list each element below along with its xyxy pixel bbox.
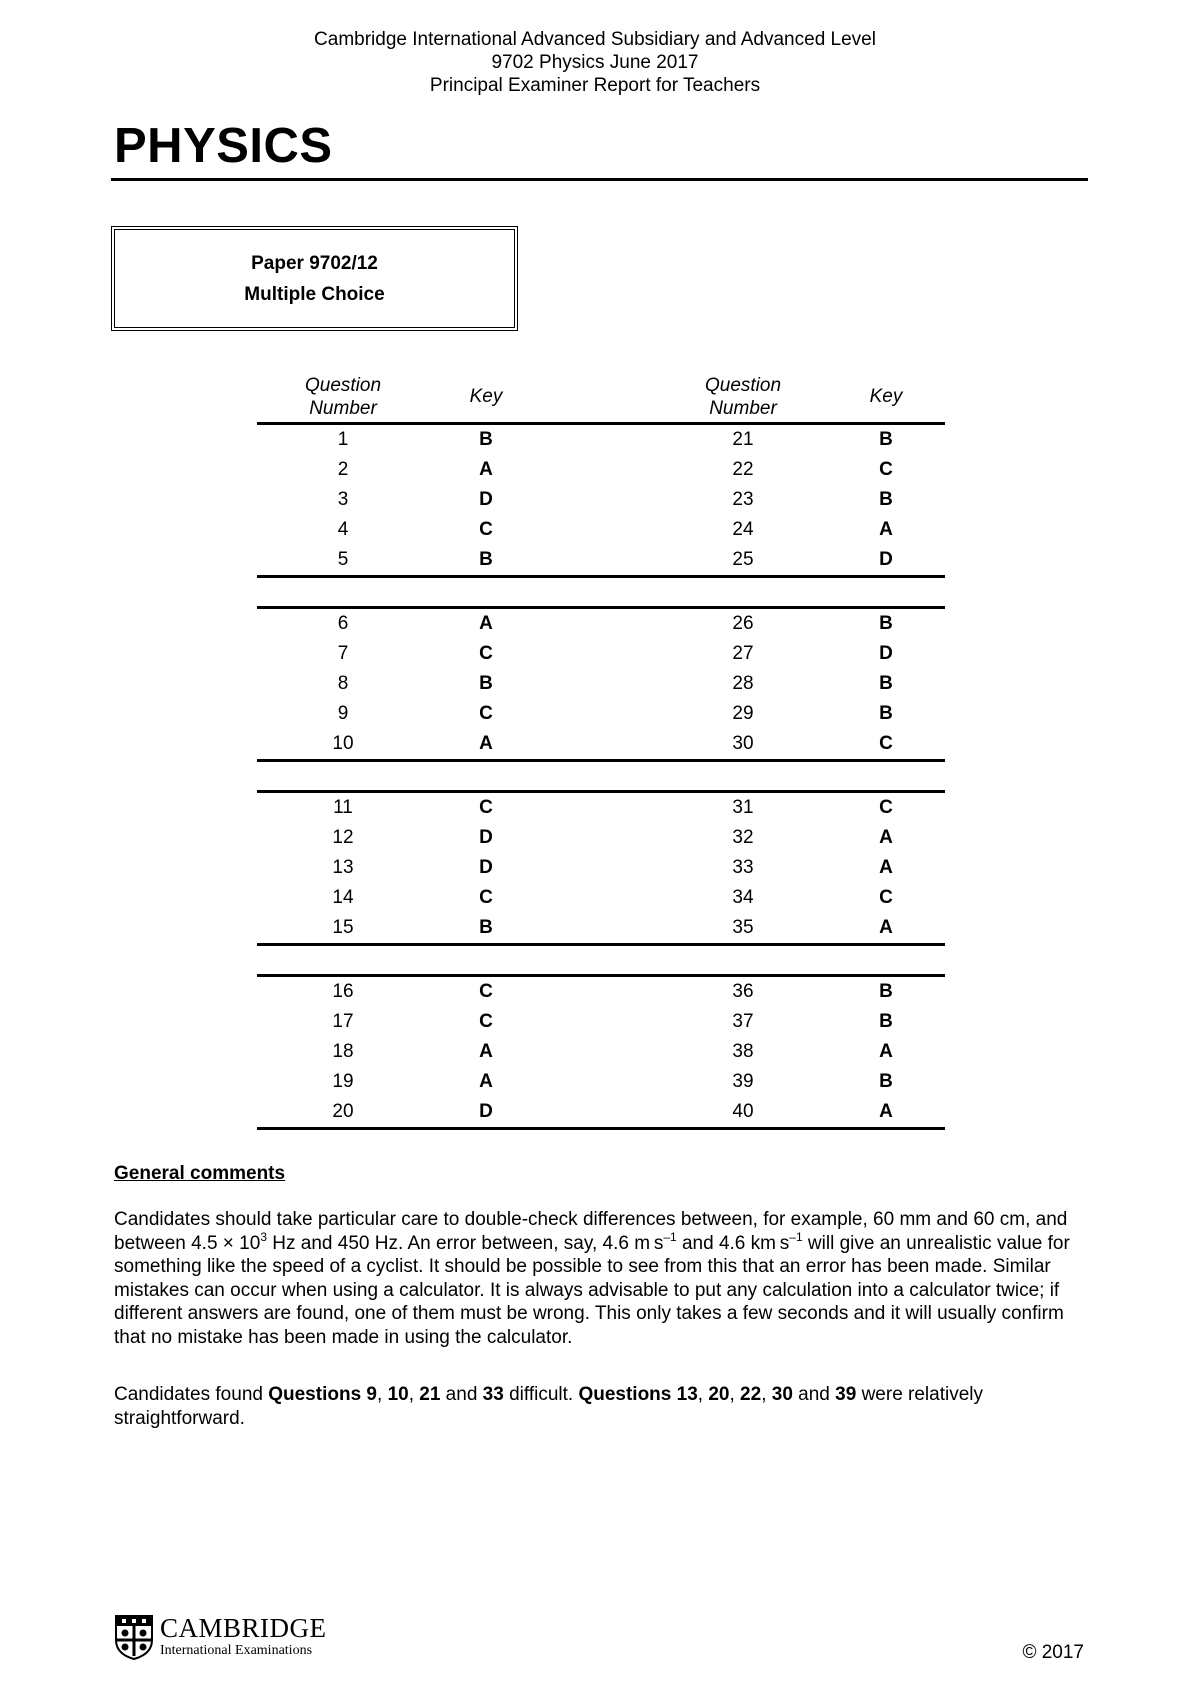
answer-key: C (879, 459, 893, 480)
report-header (0, 28, 1190, 97)
copyright-notice: © 2017 (1022, 1642, 1084, 1663)
p2-text: difficult. (503, 1384, 579, 1405)
question-number: 20 (332, 1101, 354, 1122)
answer-key: B (479, 429, 493, 450)
answer-key: C (479, 519, 493, 540)
answer-key: D (479, 489, 493, 510)
question-number: 13 (332, 857, 354, 878)
answer-key-row (257, 853, 945, 883)
p2-text: , (408, 1384, 420, 1405)
question-number: 15 (332, 917, 354, 938)
answer-key-block (257, 974, 945, 1130)
question-number: 23 (732, 489, 754, 510)
p2-bold: 20 (708, 1384, 730, 1405)
title-rule (111, 178, 1088, 181)
answer-key: A (479, 1071, 493, 1092)
general-comments-paragraph-2 (114, 1383, 1094, 1430)
question-number: 29 (732, 703, 754, 724)
answer-key: B (879, 429, 893, 450)
answer-key-block (257, 790, 945, 946)
answer-key: B (879, 1011, 893, 1032)
answer-key: B (879, 981, 893, 1002)
p1-superscript-unit-1: –1 (663, 1229, 677, 1244)
answer-key-row (257, 545, 945, 575)
answer-key: D (879, 643, 893, 664)
question-number-header-right (673, 374, 813, 420)
question-number: 25 (732, 549, 754, 570)
key-header-right: Key (869, 386, 903, 407)
answer-key: A (879, 827, 893, 848)
question-number: 16 (332, 981, 354, 1002)
logo-wordmark: CAMBRIDGE (160, 1613, 327, 1643)
p2-text: , (697, 1384, 709, 1405)
p2-bold: 30 (771, 1384, 793, 1405)
answer-key: B (479, 673, 493, 694)
answer-key: A (479, 613, 493, 634)
university-crest-icon (114, 1614, 154, 1660)
question-number: 27 (732, 643, 754, 664)
header-line-2: 9702 Physics June 2017 (491, 52, 699, 73)
question-number: 10 (332, 733, 354, 754)
answer-key-row (257, 913, 945, 943)
question-number: 3 (337, 489, 349, 510)
question-number: 19 (332, 1071, 354, 1092)
answer-key: C (879, 733, 893, 754)
answer-key-row (257, 609, 945, 639)
logo-subtitle: International Examinations (160, 1643, 313, 1658)
question-number: 21 (732, 429, 754, 450)
page-title: PHYSICS (114, 119, 333, 173)
general-comments-paragraph-1 (114, 1208, 1094, 1349)
answer-key: C (479, 887, 493, 908)
answer-key-row (257, 1067, 945, 1097)
answer-key-row (257, 823, 945, 853)
answer-key-row (257, 1007, 945, 1037)
answer-key: B (879, 1071, 893, 1092)
p2-text: , (761, 1384, 772, 1405)
cambridge-logo (114, 1614, 327, 1660)
header-line-3: Principal Examiner Report for Teachers (429, 75, 761, 96)
answer-key: B (879, 489, 893, 510)
question-number: 24 (732, 519, 754, 540)
answer-key-block (257, 425, 945, 578)
question-number-header-left (273, 374, 413, 420)
p2-bold: 22 (740, 1384, 762, 1405)
question-number: 34 (732, 887, 754, 908)
answer-key: A (879, 857, 893, 878)
p1-text-c: and 4.6 km s (676, 1232, 790, 1254)
answer-key: C (479, 1011, 493, 1032)
answer-key: B (879, 703, 893, 724)
answer-key-body (257, 425, 945, 1130)
answer-key: B (879, 613, 893, 634)
question-number: 30 (732, 733, 754, 754)
header-number-label: Number (309, 398, 377, 419)
header-question-label: Question (704, 375, 782, 396)
answer-key: B (479, 549, 493, 570)
question-number: 5 (337, 549, 349, 570)
answer-key-row (257, 699, 945, 729)
answer-key: A (479, 733, 493, 754)
question-number: 11 (333, 797, 353, 818)
question-number: 17 (332, 1011, 354, 1032)
answer-key-table (257, 372, 945, 1130)
answer-key-block (257, 606, 945, 762)
answer-key-row (257, 485, 945, 515)
answer-key-row (257, 425, 945, 455)
question-number: 1 (337, 429, 349, 450)
p1-superscript-unit-2: –1 (789, 1229, 803, 1244)
question-number: 33 (732, 857, 754, 878)
question-number: 39 (732, 1071, 754, 1092)
answer-key: D (879, 549, 893, 570)
question-number: 37 (732, 1011, 754, 1032)
question-number: 40 (732, 1101, 754, 1122)
question-number: 6 (337, 613, 349, 634)
question-number: 22 (732, 459, 754, 480)
p1-text-b: Hz and 450 Hz. An error between, say, 4.6 m s (267, 1232, 664, 1254)
answer-key: B (879, 673, 893, 694)
p2-text: were relatively straightforward. (114, 1384, 984, 1429)
answer-key-row (257, 515, 945, 545)
question-number: 8 (337, 673, 349, 694)
answer-key: D (479, 857, 493, 878)
p1-superscript-exponent: 3 (260, 1229, 268, 1244)
header-question-label: Question (304, 375, 382, 396)
answer-key: B (479, 917, 493, 938)
answer-key-row (257, 1097, 945, 1127)
paper-type: Multiple Choice (244, 283, 385, 305)
question-number: 28 (732, 673, 754, 694)
answer-key: D (479, 827, 493, 848)
answer-key: A (879, 1041, 893, 1062)
answer-key-row (257, 977, 945, 1007)
answer-key: C (479, 797, 493, 818)
question-number: 12 (332, 827, 354, 848)
header-line-1: Cambridge International Advanced Subsidiary and Advanced Level (314, 29, 876, 50)
p2-bold: 13 (676, 1384, 698, 1405)
answer-key: A (479, 1041, 493, 1062)
answer-key: A (479, 459, 493, 480)
answer-key: C (479, 643, 493, 664)
question-number: 7 (337, 643, 349, 664)
answer-key: D (479, 1101, 493, 1122)
p2-bold: 21 (419, 1384, 441, 1405)
question-number: 18 (332, 1041, 354, 1062)
p1-text-d: will give an unrealistic value for something like the speed of a cyclist. It should be possible to see from this that an error has been made. Similar mistakes can occur when using a calculator. It is always advisable to put any calculation into a calculator twice; if different answers are found, one of them must be wrong. This only takes a few seconds and it will usually confirm that no mistake has been made in using the calculator. (114, 1232, 1070, 1348)
p2-bold: Questions (268, 1384, 362, 1405)
answer-key-header (257, 372, 945, 425)
answer-key-row (257, 1037, 945, 1067)
paper-number: Paper 9702/12 (251, 252, 378, 274)
p1-text-a: Candidates should take particular care to double-check differences between, for example, 60 mm and 60 cm, and between 4.5 × 10 (114, 1209, 1068, 1254)
question-number: 38 (732, 1041, 754, 1062)
question-number: 9 (337, 703, 349, 724)
paper-info-box (111, 226, 518, 331)
p2-bold: 33 (482, 1384, 504, 1405)
answer-key-row (257, 729, 945, 759)
question-number: 32 (732, 827, 754, 848)
p2-bold: Questions (578, 1384, 672, 1405)
answer-key: C (479, 703, 493, 724)
answer-key: C (879, 797, 893, 818)
question-number: 36 (732, 981, 754, 1002)
question-number: 26 (732, 613, 754, 634)
p2-bold: 39 (835, 1384, 857, 1405)
answer-key-row (257, 455, 945, 485)
question-number: 31 (732, 797, 754, 818)
p2-bold: 10 (387, 1384, 409, 1405)
answer-key: A (879, 917, 893, 938)
question-number: 4 (337, 519, 349, 540)
answer-key: A (879, 1101, 893, 1122)
answer-key-row (257, 793, 945, 823)
answer-key: C (879, 887, 893, 908)
answer-key: C (479, 981, 493, 1002)
question-number: 2 (337, 459, 349, 480)
answer-key-row (257, 669, 945, 699)
p2-text: and (440, 1384, 483, 1405)
question-number: 35 (732, 917, 754, 938)
general-comments-heading: General comments (114, 1163, 286, 1184)
p2-text: , (377, 1384, 388, 1405)
p2-bold: 9 (366, 1384, 377, 1405)
p2-text: and (792, 1384, 836, 1405)
p2-text: Candidates found (114, 1384, 269, 1405)
answer-key: A (879, 519, 893, 540)
key-header-left: Key (469, 386, 503, 407)
answer-key-row (257, 883, 945, 913)
header-number-label: Number (709, 398, 777, 419)
answer-key-row (257, 639, 945, 669)
question-number: 14 (332, 887, 354, 908)
p2-text: , (729, 1384, 741, 1405)
